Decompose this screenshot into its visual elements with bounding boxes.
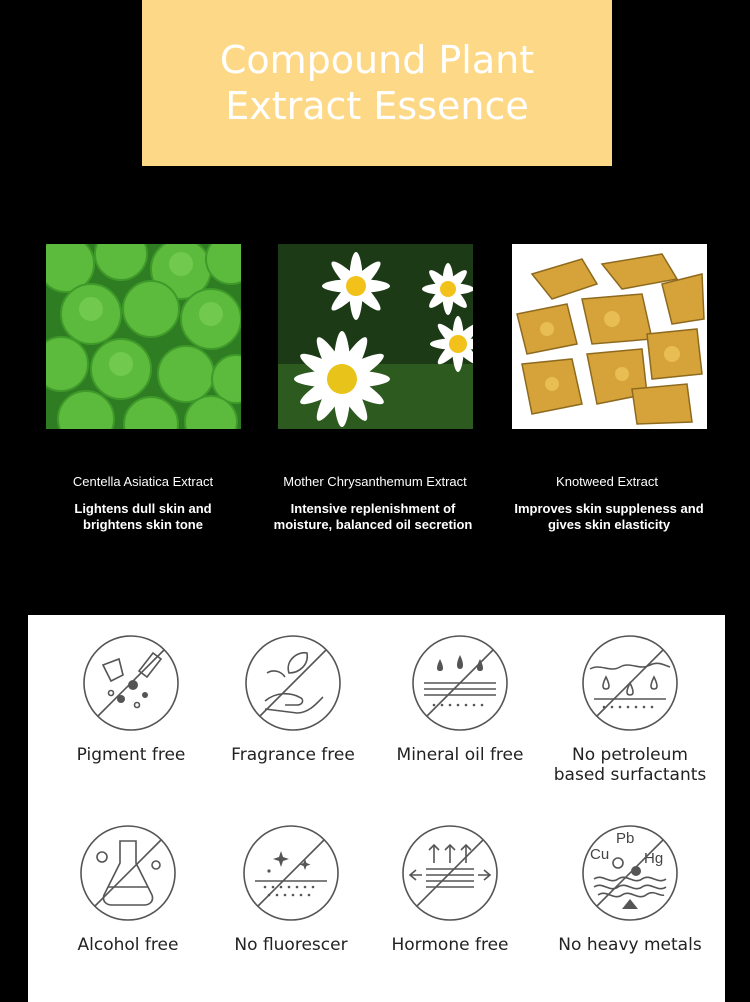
badge-label: Alcohol free xyxy=(77,935,179,955)
badge-fragrance-free xyxy=(213,633,373,765)
badge-label: Fragrance free xyxy=(231,745,355,765)
ingredient-desc-chrysanthemum: Intensive replenishment of moisture, balanced oil secretion xyxy=(273,501,473,532)
badge-label: No petroleum based surfactants xyxy=(553,745,707,785)
ingredient-name-centella: Centella Asiatica Extract xyxy=(72,474,214,489)
ingredient-name-knotweed: Knotweed Extract xyxy=(556,474,658,489)
badge-alcohol-free xyxy=(48,823,208,955)
badge-label: Hormone free xyxy=(391,935,509,955)
symbol-hg: Hg xyxy=(644,850,664,867)
badge-fluorescer-free xyxy=(211,823,371,955)
badge-label: Mineral oil free xyxy=(396,745,524,765)
hormone-free-icon xyxy=(400,823,500,923)
knotweed-photo xyxy=(512,244,707,429)
badge-heavy-metals-free xyxy=(550,823,710,955)
badge-label: No heavy metals xyxy=(558,935,702,955)
page-title: Compound Plant Extract Essence xyxy=(219,38,535,128)
badge-label: Pigment free xyxy=(76,745,186,765)
fluorescer-free-icon xyxy=(241,823,341,923)
alcohol-free-icon xyxy=(78,823,178,923)
mineral-oil-free-icon xyxy=(410,633,510,733)
free-from-panel xyxy=(28,615,725,1002)
fragrance-free-icon xyxy=(243,633,343,733)
symbol-cu: Cu xyxy=(590,846,610,863)
badge-label: No fluorescer xyxy=(234,935,348,955)
petroleum-free-icon xyxy=(580,633,680,733)
ingredient-name-chrysanthemum: Mother Chrysanthemum Extract xyxy=(283,474,467,489)
heavy-metals-free-icon xyxy=(580,823,680,923)
symbol-pb: Pb xyxy=(616,830,635,847)
badge-mineral-oil-free xyxy=(380,633,540,765)
title-banner xyxy=(142,0,612,166)
ingredient-desc-knotweed: Improves skin suppleness and gives skin elasticity xyxy=(514,501,704,532)
badge-pigment-free xyxy=(51,633,211,765)
badge-hormone-free xyxy=(370,823,530,955)
centella-photo xyxy=(46,244,241,429)
badge-petroleum-free xyxy=(550,633,710,785)
ingredient-desc-centella: Lightens dull skin and brightens skin tone xyxy=(74,501,212,532)
chrysanthemum-photo xyxy=(278,244,473,429)
pigment-free-icon xyxy=(81,633,181,733)
